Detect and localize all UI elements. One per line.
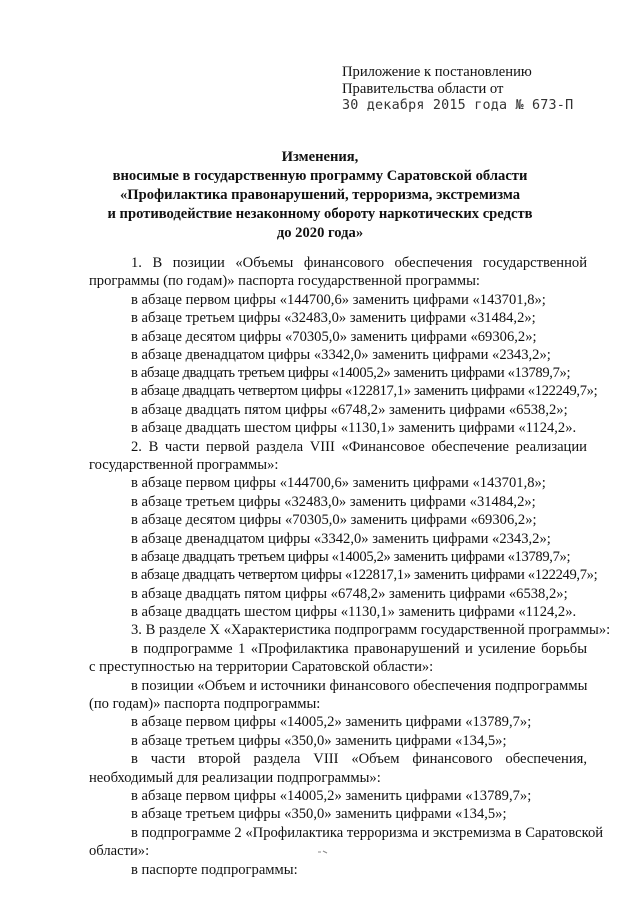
paragraph-line: 1. В позиции «Объемы финансового обеспечения государственной xyxy=(131,255,587,271)
paragraph-line: 2. В части первой раздела VIII «Финансовое обеспечение реализации xyxy=(131,439,587,455)
paragraph-line: в абзаце двенадцатом цифры «3342,0» заменить цифрами «2343,2»; xyxy=(131,531,551,547)
paragraph-line: 3. В разделе X «Характеристика подпрограмм государственной программы»: xyxy=(131,622,611,638)
paragraph-line: в абзаце двадцать четвертом цифры «122817,1» заменить цифрами «122249,7»; xyxy=(131,383,598,399)
paragraph-line: в позиции «Объем и источники финансового обеспечения подпрограммы xyxy=(131,678,588,694)
paragraph-line: в подпрограмме 1 «Профилактика правонарушений и усиление борьбы xyxy=(131,641,587,657)
document-subtitle-line: вносимые в государственную программу Саратовской области xyxy=(112,168,528,184)
scan-speck-mark xyxy=(318,850,328,854)
document-subtitle-line: и противодействие незаконному обороту наркотических средств xyxy=(107,206,533,222)
resolution-date: 30 декабря 2015 года № 673-П xyxy=(342,98,574,113)
paragraph-line: в абзаце первом цифры «144700,6» заменить цифрами «143701,8»; xyxy=(131,475,546,491)
appendix-header-line: Правительства области от xyxy=(342,81,504,97)
paragraph-line: государственной программы»: xyxy=(89,457,279,473)
paragraph-line: в абзаце первом цифры «144700,6» заменить цифрами «143701,8»; xyxy=(131,292,546,308)
paragraph-line: в абзаце двадцать пятом цифры «6748,2» заменить цифрами «6538,2»; xyxy=(131,402,568,418)
paragraph-line: в абзаце двадцать третьем цифры «14005,2» заменить цифрами «13789,7»; xyxy=(131,549,571,565)
paragraph-line: в паспорте подпрограммы: xyxy=(131,862,298,878)
paragraph-line: в абзаце двенадцатом цифры «3342,0» заменить цифрами «2343,2»; xyxy=(131,347,551,363)
paragraph-line: необходимый для реализации подпрограммы»: xyxy=(89,770,381,786)
document-title: Изменения, xyxy=(281,149,359,165)
paragraph-line: в абзаце десятом цифры «70305,0» заменить цифрами «69306,2»; xyxy=(131,329,537,345)
paragraph-line: в абзаце двадцать пятом цифры «6748,2» заменить цифрами «6538,2»; xyxy=(131,586,568,602)
paragraph-line: с преступностью на территории Саратовской области»: xyxy=(89,659,434,675)
paragraph-line: в абзаце десятом цифры «70305,0» заменить цифрами «69306,2»; xyxy=(131,512,537,528)
paragraph-line: в абзаце третьем цифры «32483,0» заменить цифрами «31484,2»; xyxy=(131,494,536,510)
document-subtitle-line: «Профилактика правонарушений, терроризма, экстремизма xyxy=(119,187,521,203)
document-subtitle-line: до 2020 года» xyxy=(276,225,364,241)
paragraph-line: в абзаце двадцать третьем цифры «14005,2» заменить цифрами «13789,7»; xyxy=(131,365,571,381)
paragraph-line: в части второй раздела VIII «Объем финансового обеспечения, xyxy=(131,751,587,767)
appendix-header-line: Приложение к постановлению xyxy=(342,64,532,80)
paragraph-line: в абзаце третьем цифры «32483,0» заменить цифрами «31484,2»; xyxy=(131,310,536,326)
paragraph-line: в абзаце двадцать шестом цифры «1130,1» заменить цифрами «1124,2». xyxy=(131,420,577,436)
paragraph-line: в абзаце первом цифры «14005,2» заменить цифрами «13789,7»; xyxy=(131,714,532,730)
paragraph-line: области»: xyxy=(89,843,150,859)
paragraph-line: в абзаце третьем цифры «350,0» заменить цифрами «134,5»; xyxy=(131,733,507,749)
paragraph-line: в абзаце первом цифры «14005,2» заменить цифрами «13789,7»; xyxy=(131,788,532,804)
paragraph-line: в абзаце двадцать шестом цифры «1130,1» заменить цифрами «1124,2». xyxy=(131,604,577,620)
paragraph-line: программы (по годам)» паспорта государственной программы: xyxy=(89,273,480,289)
paragraph-line: в абзаце третьем цифры «350,0» заменить цифрами «134,5»; xyxy=(131,806,507,822)
paragraph-line: (по годам)» паспорта подпрограммы: xyxy=(89,696,321,712)
paragraph-line: в абзаце двадцать четвертом цифры «122817,1» заменить цифрами «122249,7»; xyxy=(131,567,598,583)
paragraph-line: в подпрограмме 2 «Профилактика терроризма и экстремизма в Саратовской xyxy=(131,825,604,841)
